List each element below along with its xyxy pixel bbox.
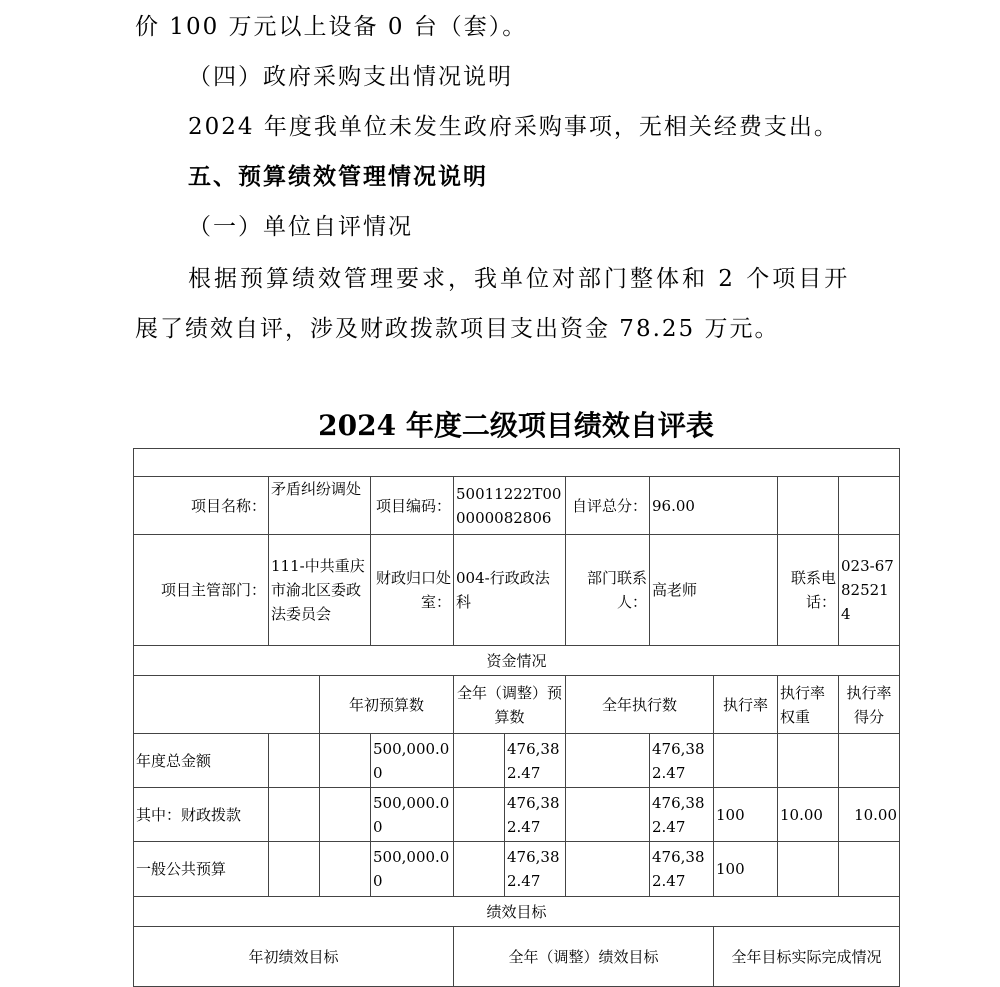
label: 联系电话： (778, 535, 839, 646)
empty-cell (454, 842, 505, 897)
label: 部门联系人： (566, 535, 650, 646)
adjusted: 476,382.47 (505, 842, 566, 897)
empty-cell (269, 788, 320, 842)
paragraph: 价 100 万元以上设备 0 台（套）。 (135, 14, 528, 40)
goal-col-header: 年初绩效目标 (134, 927, 454, 987)
score: 10.00 (839, 788, 900, 842)
label: 项目主管部门： (134, 535, 269, 646)
section-heading: （一）单位自评情况 (188, 214, 413, 240)
label: 财政归口处室： (371, 535, 454, 646)
table-row (134, 842, 900, 897)
row-label: 其中：财政拨款 (134, 788, 269, 842)
phone: 023-67825214 (839, 535, 900, 646)
col-header: 全年（调整）预算数 (454, 676, 566, 734)
self-score: 96.00 (650, 477, 778, 535)
finance-office: 004-行政政法科 (454, 535, 566, 646)
empty-cell (454, 734, 505, 788)
adjusted: 476,382.47 (505, 788, 566, 842)
initial: 500,000.00 (371, 734, 454, 788)
label: 项目编码： (371, 477, 454, 535)
project-name: 矛盾纠纷调处 (269, 477, 371, 535)
executed: 476,382.47 (650, 788, 714, 842)
col-header: 年初预算数 (320, 676, 454, 734)
empty-cell (320, 842, 371, 897)
section-heading: （四）政府采购支出情况说明 (188, 64, 513, 90)
weight (778, 734, 839, 788)
table-title: 2024 年度二级项目绩效自评表 (318, 409, 714, 442)
paragraph: 展了绩效自评，涉及财政拨款项目支出资金 78.25 万元。 (135, 316, 780, 342)
empty-cell (320, 734, 371, 788)
empty-cell (566, 734, 650, 788)
initial: 500,000.00 (371, 788, 454, 842)
empty-cell (269, 734, 320, 788)
row-label: 一般公共预算 (134, 842, 269, 897)
blank-row (134, 449, 900, 477)
paragraph: 根据预算绩效管理要求，我单位对部门整体和 2 个项目开 (188, 266, 851, 292)
rate (714, 734, 778, 788)
table-row (134, 734, 900, 788)
rate: 100 (714, 788, 778, 842)
empty-cell (320, 788, 371, 842)
goal-col-header: 全年（调整）绩效目标 (454, 927, 714, 987)
rate: 100 (714, 842, 778, 897)
project-code: 50011222T000000082806 (454, 477, 566, 535)
col-header: 执行率 (714, 676, 778, 734)
executed: 476,382.47 (650, 734, 714, 788)
section-heading: 五、预算绩效管理情况说明 (188, 163, 488, 190)
empty-cell (454, 788, 505, 842)
empty-cell (134, 676, 320, 734)
col-header: 执行率权重 (778, 676, 839, 734)
score (839, 734, 900, 788)
goals-header: 绩效目标 (134, 897, 900, 927)
empty-cell (566, 788, 650, 842)
contact: 高老师 (650, 535, 778, 646)
paragraph: 2024 年度我单位未发生政府采购事项，无相关经费支出。 (188, 114, 839, 140)
weight (778, 842, 839, 897)
empty-cell (839, 477, 900, 535)
dept: 111-中共重庆市渝北区委政法委员会 (269, 535, 371, 646)
label: 自评总分： (566, 477, 650, 535)
goal-col-header: 全年目标实际完成情况 (714, 927, 900, 987)
weight: 10.00 (778, 788, 839, 842)
score (839, 842, 900, 897)
label: 项目名称： (134, 477, 269, 535)
empty-cell (778, 477, 839, 535)
empty-cell (269, 842, 320, 897)
adjusted: 476,382.47 (505, 734, 566, 788)
funds-header: 资金情况 (134, 646, 900, 676)
col-header: 执行率得分 (839, 676, 900, 734)
table-row (134, 788, 900, 842)
executed: 476,382.47 (650, 842, 714, 897)
row-label: 年度总金额 (134, 734, 269, 788)
initial: 500,000.00 (371, 842, 454, 897)
self-evaluation-table (133, 448, 900, 987)
empty-cell (566, 842, 650, 897)
col-header: 全年执行数 (566, 676, 714, 734)
